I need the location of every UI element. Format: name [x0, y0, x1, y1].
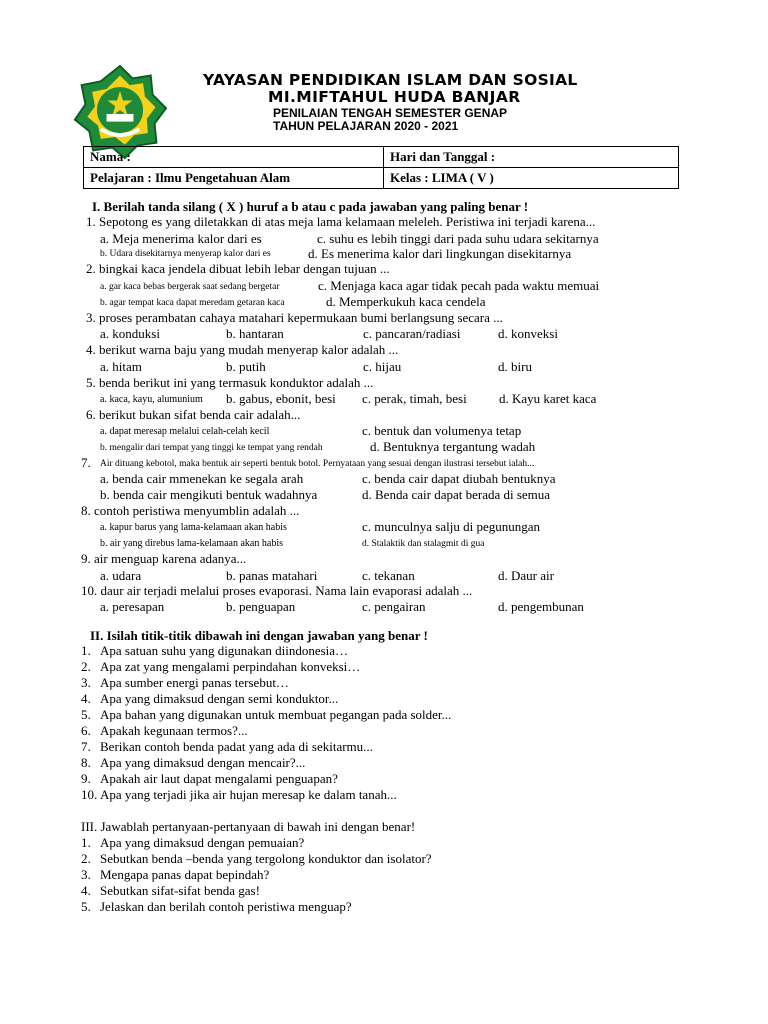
question-9: 9. air menguap karena adanya...	[81, 551, 247, 566]
q8-option-b[interactable]: b. air yang direbus lama-kelamaan akan habis	[100, 538, 283, 549]
q5-option-c[interactable]: c. perak, timah, besi	[362, 391, 467, 406]
q9-option-d[interactable]: d. Daur air	[498, 568, 554, 583]
q2-option-c[interactable]: c. Menjaga kaca agar tidak pecah pada waktu memuai	[318, 278, 600, 293]
list-item-number: 3.	[81, 675, 91, 690]
q5-option-a[interactable]: a. kaca, kayu, alumunium	[100, 394, 203, 405]
list-item: Mengapa panas dapat bepindah?	[100, 867, 270, 882]
list-item: Apa yang terjadi jika air hujan meresap ke dalam tanah...	[100, 787, 397, 802]
header-academic-year: TAHUN PELAJARAN 2020 - 2021	[273, 119, 459, 133]
header-school-name: MI.MIFTAHUL HUDA BANJAR	[268, 88, 521, 106]
q8-option-a[interactable]: a. kapur barus yang lama-kelamaan akan habis	[100, 522, 287, 533]
list-item: Sebutkan sifat-sifat benda gas!	[100, 883, 260, 898]
question-6: 6. berikut bukan sifat benda cair adalah...	[86, 407, 301, 422]
q3-option-d[interactable]: d. konveksi	[498, 326, 558, 341]
question-7: Air dituang kebotol, maka bentuk air seperti bentuk botol. Pernyataan yang sesuai dengan ilustrasi tersebut ialah...	[100, 459, 535, 469]
q2-option-b[interactable]: b. agar tempat kaca dapat meredam getaran kaca	[100, 298, 285, 308]
q3-option-b[interactable]: b. hantaran	[226, 326, 284, 341]
list-item: Apa zat yang mengalami perpindahan konveksi…	[100, 659, 361, 674]
q5-option-d[interactable]: d. Kayu karet kaca	[499, 391, 597, 406]
q6-option-b[interactable]: b. mengalir dari tempat yang tinggi ke tempat yang rendah	[100, 443, 323, 453]
q4-option-a[interactable]: a. hitam	[100, 359, 142, 374]
question-2: 2. bingkai kaca jendela dibuat lebih lebar dengan tujuan ...	[86, 261, 390, 276]
q2-option-a[interactable]: a. gar kaca bebas bergerak saat sedang bergetar	[100, 282, 280, 292]
q10-option-a[interactable]: a. peresapan	[100, 599, 165, 614]
list-item: Apa satuan suhu yang digunakan diindonesia…	[100, 643, 349, 658]
list-item-number: 3.	[81, 867, 91, 882]
list-item-number: 8.	[81, 755, 91, 770]
list-item-number: 1.	[81, 835, 91, 850]
list-item: Apa sumber energi panas tersebut…	[100, 675, 289, 690]
list-item: Apa yang dimaksud dengan semi konduktor...	[100, 691, 339, 706]
q9-option-b[interactable]: b. panas matahari	[226, 568, 318, 583]
q1-option-d[interactable]: d. Es menerima kalor dari lingkungan disekitarnya	[308, 246, 572, 261]
question-3: 3. proses perambatan cahaya matahari kepermukaan bumi berlangsung secara ...	[86, 310, 503, 325]
q7-option-a[interactable]: a. benda cair mmenekan ke segala arah	[100, 471, 304, 486]
list-item: Apa bahan yang digunakan untuk membuat pegangan pada solder...	[100, 707, 452, 722]
q5-option-b[interactable]: b. gabus, ebonit, besi	[226, 391, 336, 406]
q4-option-b[interactable]: b. putih	[226, 359, 266, 374]
question-4: 4. berikut warna baju yang mudah menyerap kalor adalah ...	[86, 342, 399, 357]
list-item: Sebutkan benda –benda yang tergolong konduktor dan isolator?	[100, 851, 432, 866]
q7-option-d[interactable]: d. Benda cair dapat berada di semua	[362, 487, 551, 502]
q4-option-c[interactable]: c. hijau	[363, 359, 402, 374]
q4-option-d[interactable]: d. biru	[498, 359, 532, 374]
question-1: 1. Sepotong es yang diletakkan di atas meja lama kelamaan meleleh. Peristiwa ini terjadi karena...	[86, 214, 596, 229]
list-item: Apa yang dimaksud dengan pemuaian?	[100, 835, 305, 850]
q7-option-c[interactable]: c. benda cair dapat diubah bentuknya	[362, 471, 556, 486]
question-8: 8. contoh peristiwa menyumblin adalah ...	[81, 503, 300, 518]
section3-title: III. Jawablah pertanyaan-pertanyaan di bawah ini dengan benar!	[81, 819, 416, 834]
header-exam-name: PENILAIAN TENGAH SEMESTER GENAP	[273, 106, 508, 120]
q6-option-c[interactable]: c. bentuk dan volumenya tetap	[362, 423, 522, 438]
section2-title: II. Isilah titik-titik dibawah ini dengan jawaban yang benar !	[90, 628, 428, 643]
q1-option-b[interactable]: b. Udara disekitarnya menyerap kalor dari es	[100, 249, 271, 259]
q6-option-a[interactable]: a. dapat meresap melalui celah-celah kecil	[100, 426, 270, 437]
q2-option-d[interactable]: d. Memperkukuh kaca cendela	[326, 294, 486, 309]
student-info-table	[83, 146, 679, 189]
list-item-number: 4.	[81, 691, 91, 706]
q1-option-c[interactable]: c. suhu es lebih tinggi dari pada suhu udara sekitarnya	[317, 231, 599, 246]
q9-option-c[interactable]: c. tekanan	[362, 568, 415, 583]
q3-option-c[interactable]: c. pancaran/radiasi	[363, 326, 461, 341]
q8-option-c[interactable]: c. munculnya salju di pegunungan	[362, 519, 540, 534]
subject-field: Pelajaran : Ilmu Pengetahuan Alam	[84, 168, 384, 189]
q6-option-d[interactable]: d. Bentuknya tergantung wadah	[370, 439, 536, 454]
list-item-number: 1.	[81, 643, 91, 658]
list-item-number: 5.	[81, 899, 91, 914]
list-item: Berikan contoh benda padat yang ada di sekitarmu...	[100, 739, 373, 754]
question-5: 5. benda berikut ini yang termasuk konduktor adalah ...	[86, 375, 374, 390]
list-item: Jelaskan dan berilah contoh peristiwa menguap?	[100, 899, 352, 914]
header-foundation-name: YAYASAN PENDIDIKAN ISLAM DAN SOSIAL	[203, 71, 578, 89]
name-field[interactable]: Nama :	[84, 147, 384, 168]
q10-option-b[interactable]: b. penguapan	[226, 599, 296, 614]
list-item-number: 2.	[81, 851, 91, 866]
list-item-number: 9.	[81, 771, 91, 786]
list-item-number: 4.	[81, 883, 91, 898]
question-10: 10. daur air terjadi melalui proses evaporasi. Nama lain evaporasi adalah ...	[81, 583, 473, 598]
list-item-number: 2.	[81, 659, 91, 674]
list-item-number: 6.	[81, 723, 91, 738]
question-7-number: 7.	[81, 455, 91, 470]
q10-option-c[interactable]: c. pengairan	[362, 599, 426, 614]
q7-option-b[interactable]: b. benda cair mengikuti bentuk wadahnya	[100, 487, 318, 502]
list-item: Apakah kegunaan termos?...	[100, 723, 248, 738]
list-item-number: 7.	[81, 739, 91, 754]
list-item: Apakah air laut dapat mengalami penguapan?	[100, 771, 338, 786]
list-item-number: 5.	[81, 707, 91, 722]
class-field: Kelas : LIMA ( V )	[384, 168, 679, 189]
q9-option-a[interactable]: a. udara	[100, 568, 142, 583]
q1-option-a[interactable]: a. Meja menerima kalor dari es	[100, 231, 262, 246]
q8-option-d[interactable]: d. Stalaktik dan stalagmit di gua	[362, 539, 485, 549]
date-field[interactable]: Hari dan Tanggal :	[384, 147, 679, 168]
section1-title: I. Berilah tanda silang ( X ) huruf a b atau c pada jawaban yang paling benar !	[92, 199, 529, 214]
q3-option-a[interactable]: a. konduksi	[100, 326, 160, 341]
list-item-number: 10.	[81, 787, 98, 802]
q10-option-d[interactable]: d. pengembunan	[498, 599, 584, 614]
list-item: Apa yang dimaksud dengan mencair?...	[100, 755, 306, 770]
